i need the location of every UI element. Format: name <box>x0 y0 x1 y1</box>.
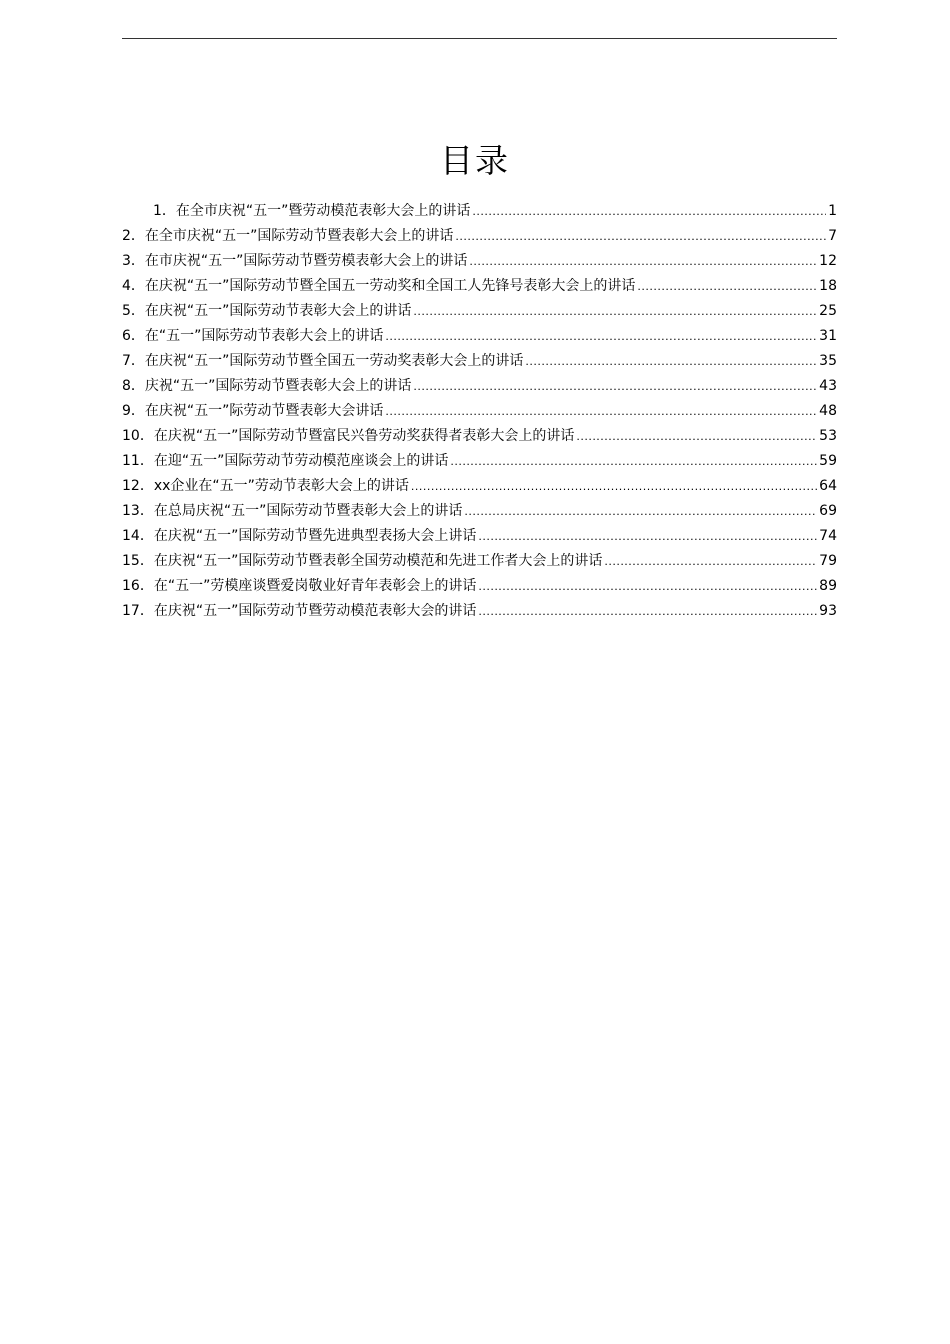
toc-entry-text: 7．在庆祝“五一”国际劳动节暨全国五一劳动奖表彰大会上的讲话 <box>122 353 524 369</box>
dot-leader <box>411 474 817 499</box>
toc-entry-page: 59 <box>819 453 837 469</box>
toc-entry-page: 25 <box>819 303 837 319</box>
toc-entry-13[interactable] <box>122 499 837 524</box>
toc-entry-2[interactable] <box>122 224 837 249</box>
dot-leader <box>525 349 817 374</box>
toc-entry-text: 11．在迎“五一”国际劳动节劳动模范座谈会上的讲话 <box>122 453 449 469</box>
toc-entry-12[interactable] <box>122 474 837 499</box>
toc-entry-text: 13．在总局庆祝“五一”国际劳动节暨表彰大会上的讲话 <box>122 503 463 519</box>
dot-leader <box>464 499 817 524</box>
toc-title: 目录 <box>440 141 510 180</box>
toc-entry-14[interactable] <box>122 524 837 549</box>
toc-entry-16[interactable] <box>122 574 837 599</box>
toc-entry-page: 7 <box>828 228 837 244</box>
toc-entry-15[interactable] <box>122 549 837 574</box>
toc-entry-text: 14．在庆祝“五一”国际劳动节暨先进典型表扬大会上讲话 <box>122 528 477 544</box>
toc-entry-7[interactable] <box>122 349 837 374</box>
toc-entry-text: 10．在庆祝“五一”国际劳动节暨富民兴鲁劳动奖获得者表彰大会上的讲话 <box>122 428 575 444</box>
toc-entry-page: 89 <box>819 578 837 594</box>
toc-entry-text: 8．庆祝“五一”国际劳动节暨表彰大会上的讲话 <box>122 378 412 394</box>
toc-entry-17[interactable] <box>122 599 837 624</box>
toc-entry-text: 1．在全市庆祝“五一”暨劳动模范表彰大会上的讲话 <box>153 203 471 219</box>
dot-leader <box>604 549 817 574</box>
toc-entry-page: 1 <box>828 203 837 219</box>
dot-leader <box>478 599 817 624</box>
toc-entry-page: 79 <box>819 553 837 569</box>
toc-entry-page: 74 <box>819 528 837 544</box>
toc-entry-page: 31 <box>819 328 837 344</box>
dot-leader <box>450 449 817 474</box>
toc-entry-text: 5．在庆祝“五一”国际劳动节表彰大会上的讲话 <box>122 303 412 319</box>
toc-entry-text: 3．在市庆祝“五一”国际劳动节暨劳模表彰大会上的讲话 <box>122 253 468 269</box>
toc-entry-page: 69 <box>819 503 837 519</box>
toc-entry-1[interactable] <box>122 199 837 224</box>
dot-leader <box>472 199 826 224</box>
toc-entry-text: 15．在庆祝“五一”国际劳动节暨表彰全国劳动模范和先进工作者大会上的讲话 <box>122 553 603 569</box>
dot-leader <box>385 324 817 349</box>
toc-entry-4[interactable] <box>122 274 837 299</box>
toc-entry-10[interactable] <box>122 424 837 449</box>
toc-entry-page: 12 <box>819 253 837 269</box>
toc-entry-text: 2．在全市庆祝“五一”国际劳动节暨表彰大会上的讲话 <box>122 228 454 244</box>
toc-entry-text: 16．在“五一”劳模座谈暨爱岗敬业好青年表彰会上的讲话 <box>122 578 477 594</box>
toc-entry-6[interactable] <box>122 324 837 349</box>
header-rule <box>122 38 837 39</box>
toc-entry-page: 18 <box>819 278 837 294</box>
toc-entry-5[interactable] <box>122 299 837 324</box>
toc-entry-text: 4．在庆祝“五一”国际劳动节暨全国五一劳动奖和全国工人先锋号表彰大会上的讲话 <box>122 278 636 294</box>
toc-entry-text: 12．xx企业在“五一”劳动节表彰大会上的讲话 <box>122 478 409 494</box>
dot-leader <box>469 249 817 274</box>
dot-leader <box>455 224 826 249</box>
toc-entry-text: 17．在庆祝“五一”国际劳动节暨劳动模范表彰大会的讲话 <box>122 603 477 619</box>
dot-leader <box>413 299 817 324</box>
dot-leader <box>385 399 817 424</box>
toc-entry-page: 35 <box>819 353 837 369</box>
toc-entry-8[interactable] <box>122 374 837 399</box>
toc-entry-9[interactable] <box>122 399 837 424</box>
toc-entry-11[interactable] <box>122 449 837 474</box>
toc-entry-page: 53 <box>819 428 837 444</box>
toc-entry-text: 9．在庆祝“五一”际劳动节暨表彰大会讲话 <box>122 403 384 419</box>
dot-leader <box>576 424 817 449</box>
dot-leader <box>478 574 817 599</box>
toc-entry-page: 43 <box>819 378 837 394</box>
toc-entry-page: 64 <box>819 478 837 494</box>
toc-entry-3[interactable] <box>122 249 837 274</box>
toc-entry-page: 48 <box>819 403 837 419</box>
toc-entry-page: 93 <box>819 603 837 619</box>
toc-list <box>122 199 837 624</box>
dot-leader <box>413 374 817 399</box>
toc-entry-text: 6．在“五一”国际劳动节表彰大会上的讲话 <box>122 328 384 344</box>
dot-leader <box>637 274 817 299</box>
dot-leader <box>478 524 817 549</box>
